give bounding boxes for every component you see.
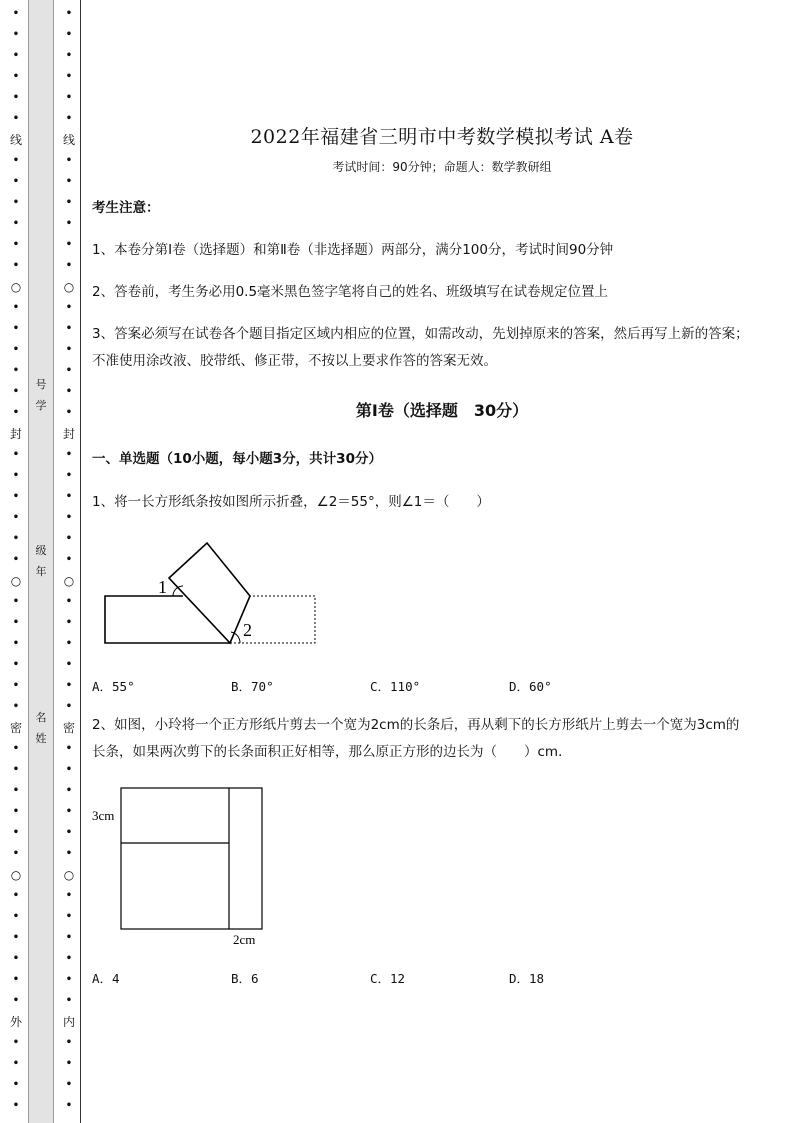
- binding-dot: •: [12, 197, 20, 208]
- binding-dot: •: [12, 491, 20, 502]
- binding-dot: •: [65, 449, 73, 460]
- binding-dot: •: [12, 155, 20, 166]
- binding-dot: •: [65, 29, 73, 40]
- binding-dot: •: [12, 827, 20, 838]
- option-b[interactable]: B．70°: [231, 679, 274, 694]
- binding-dot: •: [65, 239, 73, 250]
- binding-dot: •: [12, 806, 20, 817]
- name-label: 名 姓: [35, 711, 47, 745]
- binding-mark: 密: [62, 721, 75, 735]
- binding-dot: •: [65, 659, 73, 670]
- option-a[interactable]: A．4: [92, 971, 120, 986]
- binding-dot: •: [12, 743, 20, 754]
- binding-dot: •: [12, 617, 20, 628]
- width-label-2cm: 2cm: [233, 932, 256, 947]
- binding-dot: •: [65, 953, 73, 964]
- question-2-figure: [88, 784, 278, 949]
- question-1-options: [92, 677, 712, 695]
- binding-dot: •: [65, 491, 73, 502]
- binding-dot: •: [12, 470, 20, 481]
- binding-dot: •: [65, 827, 73, 838]
- question-1-figure: [100, 535, 325, 650]
- binding-dot: •: [65, 302, 73, 313]
- binding-dot: •: [65, 764, 73, 775]
- option-d[interactable]: D．60°: [509, 679, 552, 694]
- binding-dot: •: [12, 8, 20, 19]
- binding-mark: 内: [62, 1015, 75, 1029]
- binding-dot: •: [12, 239, 20, 250]
- binding-dot: •: [65, 323, 73, 334]
- binding-dot: •: [65, 92, 73, 103]
- binding-dot: •: [65, 701, 73, 712]
- binding-dot: •: [12, 848, 20, 859]
- binding-dot: •: [65, 260, 73, 271]
- binding-dot: •: [12, 953, 20, 964]
- binding-dot: •: [12, 974, 20, 985]
- binding-dot: •: [65, 176, 73, 187]
- question-1-stem: 1、将一长方形纸条按如图所示折叠，∠2＝55°，则∠1＝（ ）: [92, 494, 490, 510]
- class-label: 级 年: [35, 544, 47, 578]
- binding-dot: •: [12, 1079, 20, 1090]
- binding-mark: ○: [63, 574, 75, 588]
- binding-dot: •: [65, 1058, 73, 1069]
- binding-dot: •: [12, 113, 20, 124]
- binding-dot: •: [65, 533, 73, 544]
- notice-item: 2、答卷前，考生务必用0.5毫米黑色签字笔将自己的姓名、班级填写在试卷规定位置上: [92, 284, 609, 300]
- binding-dot: •: [65, 785, 73, 796]
- binding-dot: •: [65, 512, 73, 523]
- binding-dot: •: [12, 1037, 20, 1048]
- binding-mark: 线: [62, 133, 75, 147]
- binding-dot: •: [12, 995, 20, 1006]
- binding-dot: •: [12, 1058, 20, 1069]
- binding-dot: •: [65, 365, 73, 376]
- width-label-3cm: 3cm: [92, 808, 115, 823]
- binding-dot: •: [12, 176, 20, 187]
- binding-dot: •: [12, 533, 20, 544]
- binding-dot: •: [65, 1100, 73, 1111]
- binding-dot: •: [12, 323, 20, 334]
- option-c[interactable]: C．12: [370, 971, 406, 986]
- angle-1-label: 1: [158, 577, 167, 597]
- binding-dot: •: [65, 974, 73, 985]
- binding-dot: •: [12, 554, 20, 565]
- binding-dot: •: [12, 680, 20, 691]
- binding-dot: •: [65, 932, 73, 943]
- binding-dot: •: [65, 470, 73, 481]
- binding-dot: •: [65, 71, 73, 82]
- binding-dot: •: [65, 155, 73, 166]
- binding-dot: •: [12, 932, 20, 943]
- binding-dot: •: [65, 344, 73, 355]
- binding-dot: •: [65, 743, 73, 754]
- binding-mark: ○: [63, 868, 75, 882]
- exam-subtitle: 考试时间：90分钟；命题人：数学教研组: [332, 160, 552, 174]
- binding-dot: •: [65, 680, 73, 691]
- binding-mark: ○: [10, 574, 22, 588]
- binding-dot: •: [65, 50, 73, 61]
- binding-dot: •: [65, 911, 73, 922]
- binding-dot: •: [65, 197, 73, 208]
- binding-dot: •: [12, 701, 20, 712]
- binding-mark: 外: [9, 1015, 22, 1029]
- binding-dot: •: [65, 638, 73, 649]
- binding-dot: •: [65, 8, 73, 19]
- binding-dot: •: [12, 764, 20, 775]
- binding-dot: •: [65, 848, 73, 859]
- binding-dot: •: [12, 659, 20, 670]
- option-a[interactable]: A．55°: [92, 679, 135, 694]
- binding-dot: •: [12, 365, 20, 376]
- notice-item: 1、本卷分第Ⅰ卷（选择题）和第Ⅱ卷（非选择题）两部分，满分100分，考试时间90分钟: [92, 242, 614, 258]
- binding-mark: 封: [62, 427, 75, 441]
- binding-dot: •: [65, 890, 73, 901]
- part-title: 第Ⅰ卷（选择题 30分）: [355, 401, 529, 420]
- binding-dot: •: [12, 386, 20, 397]
- binding-dot: •: [12, 50, 20, 61]
- notice-heading: 考生注意：: [92, 200, 160, 216]
- binding-mark: 密: [9, 721, 22, 735]
- binding-dot: •: [12, 260, 20, 271]
- binding-mark: 线: [9, 133, 22, 147]
- binding-dot: •: [65, 1037, 73, 1048]
- binding-dot: •: [12, 302, 20, 313]
- binding-dot: •: [12, 638, 20, 649]
- option-b[interactable]: B．6: [231, 971, 259, 986]
- binding-mark: ○: [10, 280, 22, 294]
- section-heading: 一、单选题（10小题，每小题3分，共计30分）: [92, 451, 382, 467]
- binding-dot: •: [65, 806, 73, 817]
- binding-dot: •: [12, 407, 20, 418]
- notice-item: 3、答案必须写在试卷各个题目指定区域内相应的位置，如需改动，先划掉原来的答案，然后再写上新的答案；不准使用涂改液、胶带纸、修正带，不按以上要求作答的答案无效。: [92, 326, 749, 369]
- student-id-label: 号 学: [35, 378, 47, 412]
- binding-dot: •: [12, 344, 20, 355]
- binding-dot: •: [65, 407, 73, 418]
- binding-dot: •: [12, 71, 20, 82]
- binding-dot: •: [65, 113, 73, 124]
- binding-dot: •: [65, 218, 73, 229]
- question-2-options: [92, 969, 712, 987]
- binding-mark: 封: [9, 427, 22, 441]
- binding-dot: •: [65, 386, 73, 397]
- binding-dot: •: [12, 596, 20, 607]
- binding-dot: •: [12, 92, 20, 103]
- binding-margin: [0, 0, 84, 1123]
- binding-mark: ○: [10, 868, 22, 882]
- binding-dot: •: [12, 890, 20, 901]
- binding-dot: •: [65, 596, 73, 607]
- binding-dot: •: [12, 29, 20, 40]
- exam-title: 2022年福建省三明市中考数学模拟考试 A卷: [250, 126, 634, 148]
- binding-dot: •: [65, 554, 73, 565]
- binding-dot: •: [12, 911, 20, 922]
- binding-dot: •: [65, 1079, 73, 1090]
- question-2-stem: 2、如图，小玲将一个正方形纸片剪去一个宽为2cm的长条后，再从剩下的长方形纸片上剪去一个宽为3cm的长条，如果两次剪下的长条面积正好相等，那么原正方形的边长为（ ）cm．: [92, 717, 740, 760]
- binding-mark: ○: [63, 280, 75, 294]
- binding-dot: •: [65, 617, 73, 628]
- binding-dot: •: [12, 218, 20, 229]
- binding-dot: •: [12, 512, 20, 523]
- binding-line: [80, 0, 81, 1123]
- binding-dot: •: [12, 1100, 20, 1111]
- angle-2-label: 2: [243, 620, 252, 640]
- binding-dot: •: [12, 785, 20, 796]
- option-d[interactable]: D．18: [509, 971, 545, 986]
- binding-dot: •: [65, 995, 73, 1006]
- option-c[interactable]: C．110°: [370, 679, 421, 694]
- binding-dot: •: [12, 449, 20, 460]
